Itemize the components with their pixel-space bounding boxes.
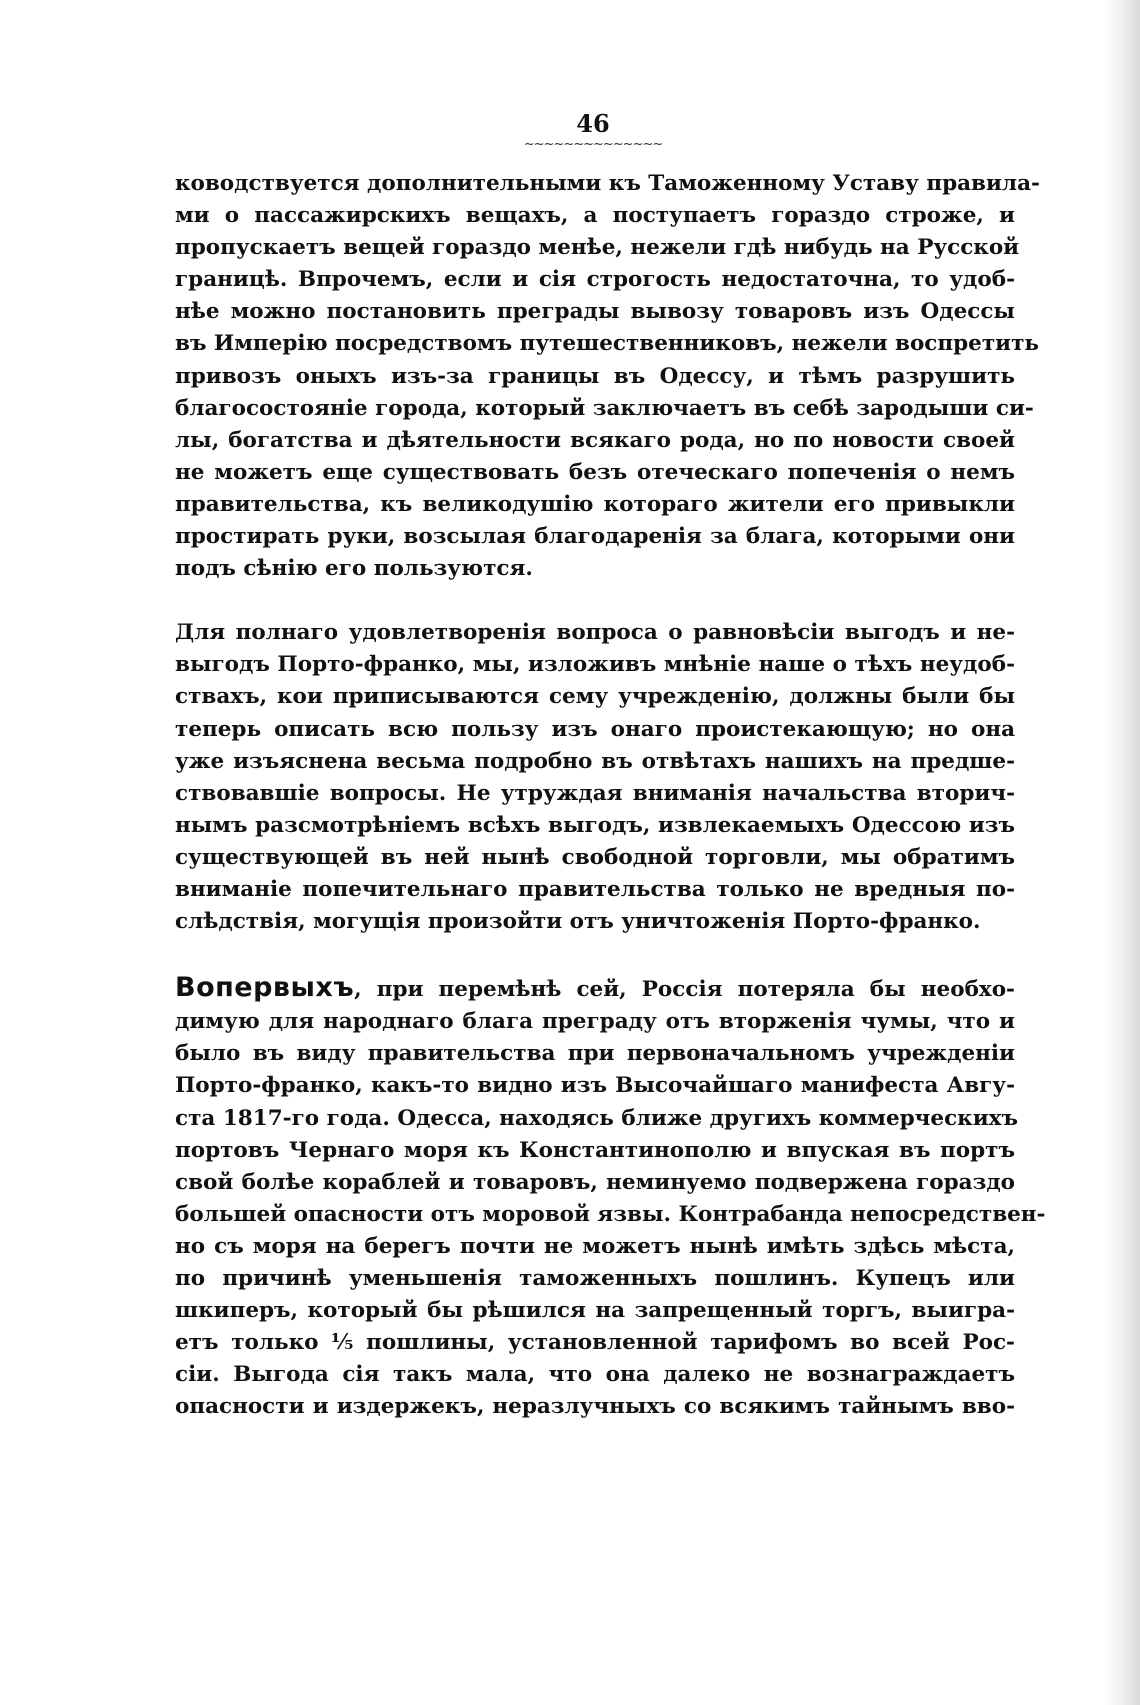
text-line: подъ сѣнію его пользуются. xyxy=(175,556,533,582)
text-line: было въ виду правительства при первоначальномъ учрежденіи xyxy=(175,1041,1015,1067)
text-line: существующей въ ней нынѣ свободной торговли, мы обратимъ xyxy=(175,844,1015,870)
text-line: большей опасности отъ моровой язвы. Контрабанда непосредствен- xyxy=(175,1201,1046,1227)
text-line: выгодъ Порто-франко, мы, изложивъ мнѣніе наше о тѣхъ неудоб- xyxy=(175,652,1015,678)
text-line: правительства, къ великодушію котораго жители его привыкли xyxy=(175,491,1015,517)
text-line: въ Имперію посредствомъ путешественниковъ, нежели воспретить xyxy=(175,331,1040,357)
paragraph-2 xyxy=(175,617,1015,938)
text-line: сіи. Выгода сія такъ мала, что она далеко не вознаграждаетъ xyxy=(175,1362,1015,1388)
text-line: шкиперъ, который бы рѣшился на запрещенный торгъ, выигра- xyxy=(175,1298,1015,1324)
text-line: ствахъ, кои приписываются сему учрежденію, должны были бы xyxy=(175,684,1015,710)
text-line: благосостояніе города, который заключаетъ въ себѣ зародыши си- xyxy=(175,395,1034,421)
text-line: не можетъ еще существовать безъ отеческаго попеченія о немъ xyxy=(175,459,1015,485)
page-number: 46 xyxy=(576,109,610,138)
text-line: по причинѣ уменьшенія таможенныхъ пошлинъ. Купецъ или xyxy=(175,1266,1015,1291)
page-header xyxy=(0,110,1140,152)
text-line: нѣе можно постановить преграды вывозу товаровъ изъ Одессы xyxy=(175,299,1015,325)
paragraph-3 xyxy=(175,972,1046,1423)
text-line-first xyxy=(175,972,1015,1006)
text-line: простирать руки, возсылая благодаренія за блага, которыми они xyxy=(175,524,1015,550)
text-line: димую для народнаго блага преграду отъ вторженія чумы, что и xyxy=(175,1009,1015,1035)
text-line: вниманіе попечительнаго правительства только не вредныя по- xyxy=(175,876,1015,902)
text-line: пропускаетъ вещей гораздо менѣе, нежели гдѣ нибудь на Русской xyxy=(175,235,1020,261)
text-line: ководствуется дополнительными къ Таможенному Уставу правила- xyxy=(175,171,1040,196)
text-line: границѣ. Впрочемъ, если и сія строгость недостаточна, то удоб- xyxy=(175,267,1015,293)
text-line: опасности и издержекъ, неразлучныхъ со всякимъ тайнымъ вво- xyxy=(175,1394,1015,1420)
text-line: уже изъяснена весьма подробно въ отвѣтахъ нашихъ на предше- xyxy=(175,748,1015,774)
paragraph-1 xyxy=(175,168,1040,585)
text-line: Для полнаго удовлетворенія вопроса о равновѣсіи выгодъ и не- xyxy=(175,620,1015,646)
text-line: портовъ Чернаго моря къ Константинополю и впуская въ портъ xyxy=(175,1137,1015,1163)
text-line: привозъ оныхъ изъ-за границы въ Одессу, и тѣмъ разрушить xyxy=(175,363,1015,389)
text-line: ми о пассажирскихъ вещахъ, а поступаетъ гораздо строже, и xyxy=(175,203,1015,229)
page-edge-shadow xyxy=(1104,0,1140,1705)
text-line: лы, богатства и дѣятельности всякаго рода, но по новости своей xyxy=(175,427,1015,453)
text-line: Порто-франко, какъ-то видно изъ Высочайшаго манифеста Авгу- xyxy=(175,1073,1015,1099)
text-line: ствовавшіе вопросы. Не утруждая вниманія начальства вторич- xyxy=(175,780,1015,806)
text-line: теперь описать всю пользу изъ онаго проистекающую; но она xyxy=(175,716,1015,742)
text-line: етъ только ⅕ пошлины, установленной тарифомъ во всей Рос- xyxy=(175,1330,1015,1356)
text-line: свой болѣе кораблей и товаровъ, неминуемо подвержена гораздо xyxy=(175,1169,1015,1195)
text-line: нымъ разсмотрѣніемъ всѣхъ выгодъ, извлекаемыхъ Одессою изъ xyxy=(175,812,1015,838)
lead-word: Вопервыхъ xyxy=(175,972,355,1004)
text-line: слѣдствія, могущія произойти отъ уничтоженія Порто-франко. xyxy=(175,909,981,935)
page-number-ornament: ~~~~~~~~~~~~~~ xyxy=(523,137,663,152)
first-line-rest: , при перемѣнѣ сей, Россія потеряла бы необхо- xyxy=(354,977,1015,1003)
body-text xyxy=(175,168,1046,1423)
text-line: но съ моря на берегъ почти не можетъ нынѣ имѣть здѣсь мѣста, xyxy=(175,1233,1015,1259)
text-line: ста 1817-го года. Одесса, находясь ближе другихъ коммерческихъ xyxy=(175,1105,1018,1131)
